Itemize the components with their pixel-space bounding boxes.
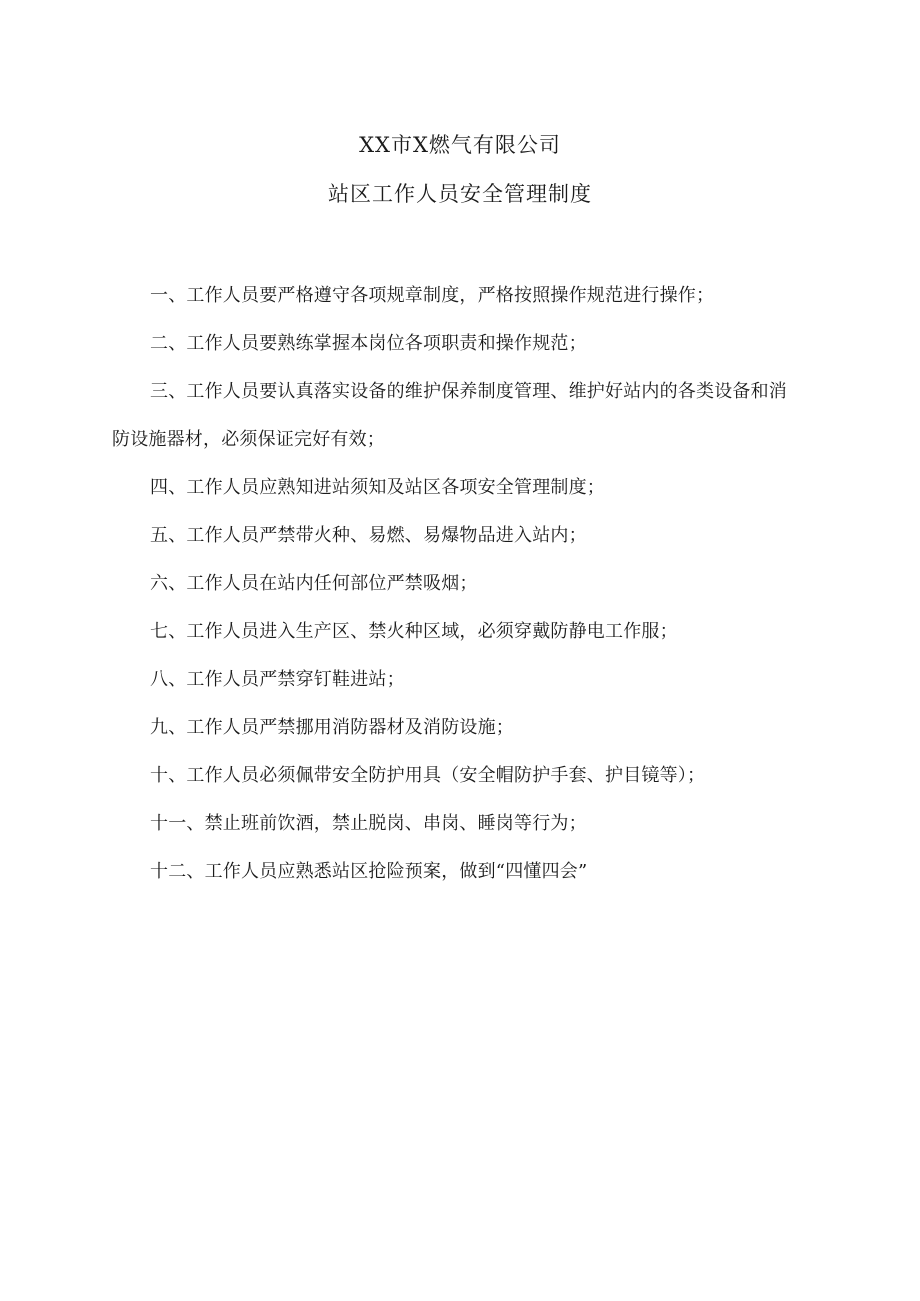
regulation-item: 一、工作人员要严格遵守各项规章制度，严格按照操作规范进行操作； bbox=[150, 285, 715, 306]
document-title: 站区工作人员安全管理制度 bbox=[328, 182, 592, 206]
regulation-item: 十、工作人员必须佩带安全防护用具（安全帽防护手套、护目镜等）； bbox=[150, 765, 706, 786]
regulation-item: 五、工作人员严禁带火种、易燃、易爆物品进入站内； bbox=[150, 525, 587, 546]
regulation-item: 九、工作人员严禁挪用消防器材及消防设施； bbox=[150, 717, 514, 738]
regulation-list bbox=[112, 272, 802, 896]
company-name: XX市X燃气有限公司 bbox=[359, 133, 561, 157]
regulation-item: 十二、工作人员应熟悉站区抢险预案，做到“四懂四会” bbox=[150, 861, 588, 882]
regulation-item: 六、工作人员在站内任何部位严禁吸烟； bbox=[150, 573, 478, 594]
regulation-item: 八、工作人员严禁穿钉鞋进站； bbox=[150, 669, 405, 690]
regulation-item: 二、工作人员要熟练掌握本岗位各项职责和操作规范； bbox=[150, 333, 587, 354]
regulation-item: 三、工作人员要认真落实设备的维护保养制度管理、维护好站内的各类设备和消防设施器材，必须保证完好有效； bbox=[112, 381, 787, 450]
regulation-item: 十一、禁止班前饮酒，禁止脱岗、串岗、睡岗等行为； bbox=[150, 813, 587, 834]
regulation-item: 七、工作人员进入生产区、禁火种区域，必须穿戴防静电工作服； bbox=[150, 621, 678, 642]
regulation-item: 四、工作人员应熟知进站须知及站区各项安全管理制度； bbox=[150, 477, 605, 498]
